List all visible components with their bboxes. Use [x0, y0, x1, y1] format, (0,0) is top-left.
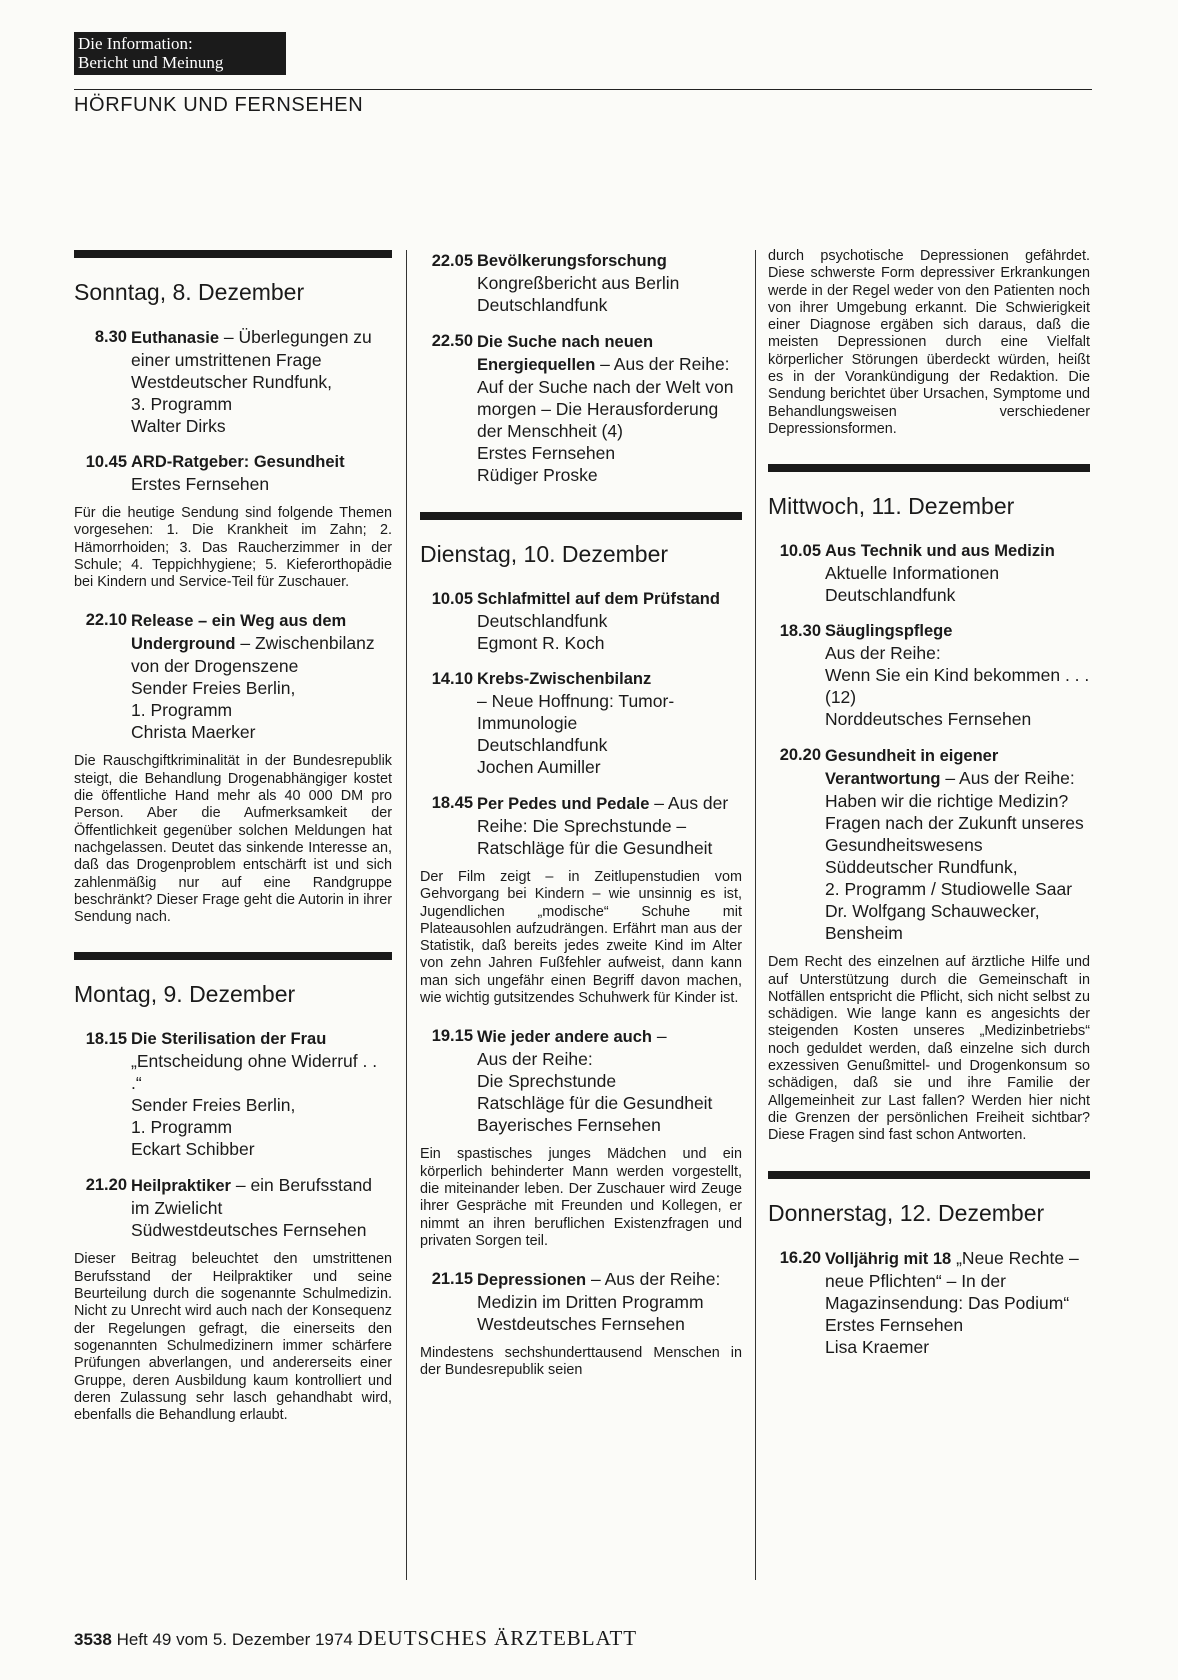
program-time: 10.05	[779, 542, 821, 561]
program-entry	[420, 330, 742, 486]
program-title: Depressionen	[477, 1271, 587, 1290]
program-description: Dem Recht des einzelnen auf ärztliche Hilfe und auf Unterstützung durch die Gemeinschaft in Notfällen entspricht die Pflicht, sich nicht selbst zu schädigen. Wie lange kann es angesichts der steigenden Kosten unseres „Medizinbetriebs“ noch geduldet werden, daß einzelne sich durch exzessiven Genußmittel- und Drogenkonsum so schädigen, daß sie und ihre Familie der Allgemeinheit zur Last fallen? Werden hier nicht die Grenzen der persönlichen Freiheit sichtbar? Diese Fragen sind fast schon Antworten.	[768, 954, 1090, 1144]
program-channel: Bayerisches Fernsehen	[477, 1115, 661, 1136]
program-title: Heilpraktiker	[131, 1177, 231, 1196]
program-channel: Westdeutscher Rundfunk,	[131, 372, 333, 392]
program-description: Dieser Beitrag beleuchtet den umstrittenen Berufsstand der Heilpraktiker und seine Beurteilung durch die sogenannte Schulmedizin. Nicht zu Unrecht wird auch nach der Konsequenz der Regelungen gefragt, die einerseits den sogenannten Schulmedizinern immer schärfere Prüfungen abverlangen, und andererseits einer Gruppe, deren Ausbildung kaum kontrolliert und deren Zulassung sehr lasch gehandhabt wird, ebenfalls die Behandlung erlaubt.	[74, 1251, 392, 1424]
program-channel: Erstes Fernsehen	[131, 474, 270, 494]
program-channel: Südwestdeutsches Fernsehen	[131, 1220, 367, 1241]
issue-info: Heft 49 vom 5. Dezember 1974	[116, 1630, 353, 1649]
program-entry	[74, 451, 392, 495]
program-time: 19.15	[431, 1027, 473, 1046]
program-entry	[768, 744, 1090, 944]
program-series-name: Die Sprechstunde	[477, 1071, 617, 1092]
program-description-continued: durch psychotische Depressionen gefährdet. Diese schwerste Form depressiver Erkrankungen werde in der Regel weder von den Patienten noch von ihrer Umgebung erkannt. Die Schwierigkeit einer Diagnose ergäben sich daraus, daß die meisten Depressionen durch eine Vielfalt körperlicher Störungen überdeckt würden, heißt es in der Vorankündigung der Redaktion. Die Sendung berichtet über Ursachen, Symptome und Behandlungsweisen verschiedener Depressionsformen.	[768, 248, 1090, 437]
column-divider-1	[406, 250, 407, 1580]
program-author: Christa Maerker	[131, 722, 256, 743]
program-series: Aus der Reihe:	[477, 1049, 593, 1070]
magazine-name: DEUTSCHES ÄRZTEBLATT	[357, 1626, 638, 1650]
program-author: Dr. Wolfgang Schauwecker, Bensheim	[825, 901, 1040, 944]
program-channel: Deutschlandfunk	[825, 585, 956, 606]
program-channel: Norddeutsches Fernsehen	[825, 709, 1032, 730]
program-title: Aus Technik und aus Medizin	[825, 542, 1055, 561]
program-subtitle: Kongreßbericht aus Berlin	[477, 273, 680, 293]
program-entry	[420, 792, 742, 859]
program-time: 18.45	[431, 794, 473, 812]
program-subtitle: – Zwischenbilanz von der Drogenszene	[131, 633, 375, 677]
program-time: 21.15	[431, 1270, 473, 1289]
program-author: Jochen Aumiller	[477, 757, 601, 777]
program-title: Volljährig mit 18	[825, 1249, 952, 1268]
program-time: 18.30	[779, 622, 821, 641]
program-entry	[768, 1247, 1090, 1358]
program-channel: Deutschlandfunk	[477, 295, 608, 315]
program-time: 14.10	[431, 670, 473, 688]
program-title: Wie jeder andere auch	[477, 1028, 652, 1047]
program-description: Mindestens sechshunderttausend Menschen in der Bundesrepublik seien	[420, 1345, 742, 1379]
program-time: 10.05	[431, 590, 473, 608]
column-1	[74, 250, 392, 1442]
program-author: Lisa Kraemer	[825, 1336, 930, 1357]
program-time: 20.20	[779, 746, 821, 765]
day-separator-bar	[74, 952, 392, 960]
program-channel: Deutschlandfunk	[477, 735, 608, 755]
program-time: 8.30	[94, 328, 127, 346]
program-subtitle: – Neue Hoffnung: Tumor-Immunologie	[477, 691, 675, 733]
program-channel-number: 3. Programm	[131, 394, 233, 414]
program-channel-number: 1. Programm	[131, 700, 233, 721]
program-title: Release – ein Weg aus dem Underground	[131, 612, 347, 654]
program-entry	[420, 250, 742, 316]
program-channel: Sender Freies Berlin,	[131, 678, 296, 699]
program-channel: Westdeutsches Fernsehen	[477, 1314, 685, 1335]
program-subtitle: Aktuelle Informationen	[825, 563, 1000, 584]
day-separator-bar	[74, 250, 392, 258]
program-title: Euthanasie	[131, 329, 220, 347]
program-subtitle: Wenn Sie ein Kind bekommen . . . (12)	[825, 665, 1090, 708]
program-description: Ein spastisches junges Mädchen und ein körperlich behinderter Mann werden vorgestellt, die miteinander leben. Der Zuschauer wird Zeuge ihrer Gespräche mit Freunden und Kollegen, er nimmt an ihren beruflichen Existenzfragen und privaten Sorgen teil.	[420, 1146, 742, 1249]
program-entry	[768, 620, 1090, 730]
program-author: Rüdiger Proske	[477, 465, 598, 485]
program-description: Die Rauschgiftkriminalität in der Bundesrepublik steigt, die Behandlung Drogenabhängiger kostet die öffentliche Hand mehr als 40 000 DM pro Person. Aber die Aufmerksamkeit der Öffentlichkeit gegenüber solchen Meldungen hat nachgelassen. Deutet das sinkende Interesse an, daß das Drogenproblem entschärft ist und sich zahlenmäßig nur auf eine Randgruppe beschränkt? Dieser Frage geht die Autorin in ihrer Sendung nach.	[74, 753, 392, 926]
program-description: Für die heutige Sendung sind folgende Themen vorgesehen: 1. Die Krankheit im Zahn; 2. Hämorrhoiden; 3. Das Raucherzimmer in der Schule; 4. Teppichhygiene; 5. Kieferorthopädie bei Kindern und Service-Teil für Zuschauer.	[74, 505, 392, 591]
program-entry	[74, 1028, 392, 1160]
program-channel: Erstes Fernsehen	[477, 443, 616, 463]
program-channel: Deutschlandfunk	[477, 611, 608, 631]
program-title: Per Pedes und Pedale	[477, 795, 650, 813]
program-subtitle: – Überlegungen zu einer umstrittenen Frage	[131, 327, 372, 370]
program-author: Egmont R. Koch	[477, 633, 605, 653]
day-heading-dienstag: Dienstag, 10. Dezember	[420, 541, 669, 567]
program-entry	[74, 326, 392, 437]
program-time: 10.45	[85, 453, 127, 471]
program-entry	[420, 1025, 742, 1136]
page-footer	[74, 1626, 637, 1651]
program-channel: Sender Freies Berlin,	[131, 1095, 296, 1116]
day-heading-sonntag: Sonntag, 8. Dezember	[74, 279, 305, 305]
program-time: 18.15	[85, 1030, 127, 1049]
program-entry	[420, 588, 742, 654]
program-channel-number: 1. Programm	[131, 1117, 233, 1138]
program-subtitle: – Aus der Reihe: Haben wir die richtige Medizin? Fragen nach der Zukunft unseres Gesundheitswesens	[825, 768, 1084, 856]
day-heading-donnerstag: Donnerstag, 12. Dezember	[768, 1199, 1045, 1226]
section-label-line1: Die Information:	[78, 34, 193, 53]
program-time: 22.50	[431, 332, 473, 350]
program-author: Walter Dirks	[131, 416, 226, 436]
program-subtitle: – Aus der Reihe: Auf der Suche nach der Welt von morgen – Die Herausforderung der Menschheit (4)	[477, 354, 734, 441]
day-separator-bar	[420, 512, 742, 520]
program-subtitle: Ratschläge für die Gesundheit	[477, 1093, 713, 1114]
program-entry	[420, 668, 742, 778]
program-title: Krebs-Zwischenbilanz	[477, 670, 652, 688]
program-time: 22.10	[85, 611, 127, 630]
program-time: 16.20	[779, 1248, 821, 1267]
program-subtitle: „Entscheidung ohne Widerruf . . .“	[131, 1051, 378, 1094]
day-separator-bar	[768, 464, 1090, 472]
section-label-line2: Bericht und Meinung	[78, 53, 224, 72]
program-subtitle: – Aus der Reihe: Medizin im Dritten Programm	[477, 1269, 721, 1313]
program-title: Die Sterilisation der Frau	[131, 1030, 327, 1049]
program-title: Gesundheit in eigener Verantwortung	[825, 747, 999, 789]
day-separator-bar	[768, 1171, 1090, 1179]
program-series: Aus der Reihe:	[825, 643, 941, 664]
column-3	[768, 250, 1090, 1372]
program-subtitle: „Neue Rechte – neue Pflichten“ – In der Magazinsendung: Das Podium“	[825, 1247, 1079, 1313]
program-title: Bevölkerungsforschung	[477, 252, 667, 270]
program-author: Eckart Schibber	[131, 1139, 255, 1160]
program-title: Die Suche nach neuen Energiequellen	[477, 333, 654, 374]
program-time: 22.05	[431, 252, 473, 270]
day-heading-montag: Montag, 9. Dezember	[74, 981, 296, 1008]
program-title: ARD-Ratgeber: Gesundheit	[131, 453, 345, 471]
column-2	[420, 250, 742, 1398]
page-number: 3538	[74, 1630, 112, 1649]
section-label-box	[74, 32, 286, 75]
program-title: Schlafmittel auf dem Prüfstand	[477, 590, 720, 608]
program-channel-number: 2. Programm / Studiowelle Saar	[825, 879, 1073, 900]
program-subtitle: – ein Berufsstand im Zwielicht	[131, 1175, 373, 1219]
day-heading-mittwoch: Mittwoch, 11. Dezember	[768, 493, 1015, 520]
program-channel: Erstes Fernsehen	[825, 1314, 964, 1335]
program-description: Der Film zeigt – in Zeitlupenstudien vom Gehvorgang bei Kindern – wie unsinnig es ist, Jugendlichen „modische“ Schuhe mit Plateausohlen aufzudrängen. Erfährt man aus der Statistik, daß bereits jedes zweite Kind im Alter von zehn Jahren Fußfehler aufweist, dann kann man sich ungefähr einen Begriff davon machen, wie wichtig gutsitzendes Schuhwerk für Kinder ist.	[420, 869, 742, 1007]
program-entry	[420, 1268, 742, 1335]
section-title: HÖRFUNK UND FERNSEHEN	[74, 94, 364, 116]
header-rule	[74, 89, 1092, 90]
program-subtitle: – Aus der Reihe: Die Sprechstunde – Ratschläge für die Gesundheit	[477, 793, 729, 858]
program-time: 21.20	[85, 1176, 127, 1195]
program-title: Säuglingspflege	[825, 622, 953, 641]
column-divider-2	[755, 250, 756, 1580]
program-dash: –	[656, 1026, 667, 1047]
program-channel: Süddeutscher Rundfunk,	[825, 857, 1018, 878]
program-entry	[768, 540, 1090, 606]
program-entry	[74, 1174, 392, 1241]
program-entry	[74, 609, 392, 743]
